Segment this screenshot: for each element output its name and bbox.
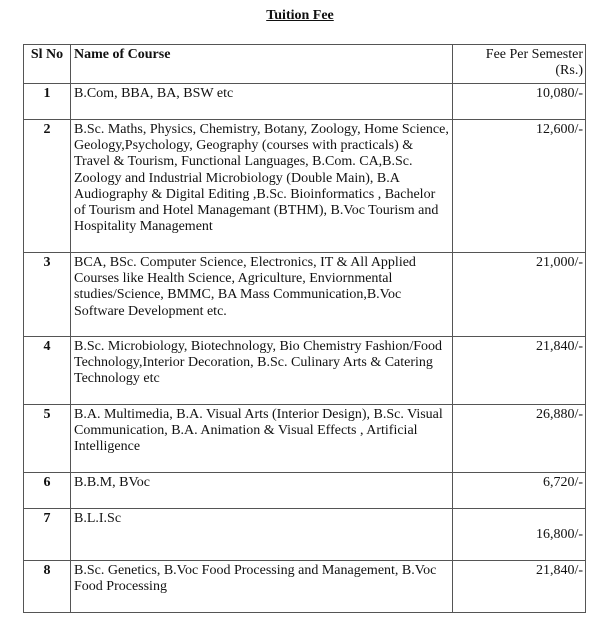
row-sl-no: 4 <box>24 337 71 405</box>
row-course: BCA, BSc. Computer Science, Electronics, IT & All Applied Courses like Health Science, Agriculture, Enviornmental studies/Science, BMMC, BA Mass Communication,B.Voc Software Development etc. <box>71 253 453 337</box>
row-course: B.Com, BBA, BA, BSW etc <box>71 84 453 120</box>
table-header-row <box>24 45 586 84</box>
row-course: B.L.I.Sc <box>71 509 453 561</box>
row-fee: 16,800/- <box>535 527 583 542</box>
header-sl-no: Sl No <box>24 45 71 84</box>
tuition-fee-table <box>23 44 586 613</box>
row-sl-no: 7 <box>24 509 71 561</box>
row-sl-no: 5 <box>24 405 71 473</box>
table-row <box>24 337 586 405</box>
table-row <box>24 84 586 120</box>
row-fee: 21,840/- <box>453 337 586 405</box>
header-course-name: Name of Course <box>71 45 453 84</box>
row-course: B.B.M, BVoc <box>71 473 453 509</box>
row-course: B.Sc. Genetics, B.Voc Food Processing and Management, B.Voc Food Processing <box>71 561 453 613</box>
row-course: B.Sc. Microbiology, Biotechnology, Bio Chemistry Fashion/Food Technology,Interior Decoration, B.Sc. Culinary Arts & Catering Technology etc <box>71 337 453 405</box>
row-sl-no: 6 <box>24 473 71 509</box>
row-fee: 21,840/- <box>453 561 586 613</box>
table-row <box>24 473 586 509</box>
row-fee-cell <box>453 509 586 561</box>
table-row <box>24 120 586 253</box>
row-fee: 6,720/- <box>453 473 586 509</box>
table-row <box>24 509 586 561</box>
row-course: B.Sc. Maths, Physics, Chemistry, Botany, Zoology, Home Science, Geology,Psychology, Geography (courses with practicals) & Travel & Tourism, Functional Languages, B.Com. CA,B.Sc. Zoology and Industrial Microbiology (Double Main), B.A Audiography & Digital Editing ,B.Sc. Bioinformatics , Bachelor of Tourism and Hotel Managemant (BTHM), B.Voc Tourism and Hospitality Management <box>71 120 453 253</box>
row-fee: 21,000/- <box>453 253 586 337</box>
row-course: B.A. Multimedia, B.A. Visual Arts (Interior Design), B.Sc. Visual Communication, B.A. Animation & Visual Effects , Artificial Intelligence <box>71 405 453 473</box>
table-row <box>24 561 586 613</box>
page-title: Tuition Fee <box>266 8 334 23</box>
table-row <box>24 405 586 473</box>
row-fee: 26,880/- <box>453 405 586 473</box>
row-fee: 12,600/- <box>453 120 586 253</box>
row-fee: 10,080/- <box>453 84 586 120</box>
header-fee: Fee Per Semester (Rs.) <box>453 45 586 84</box>
row-sl-no: 1 <box>24 84 71 120</box>
row-sl-no: 2 <box>24 120 71 253</box>
row-sl-no: 8 <box>24 561 71 613</box>
table-row <box>24 253 586 337</box>
row-sl-no: 3 <box>24 253 71 337</box>
